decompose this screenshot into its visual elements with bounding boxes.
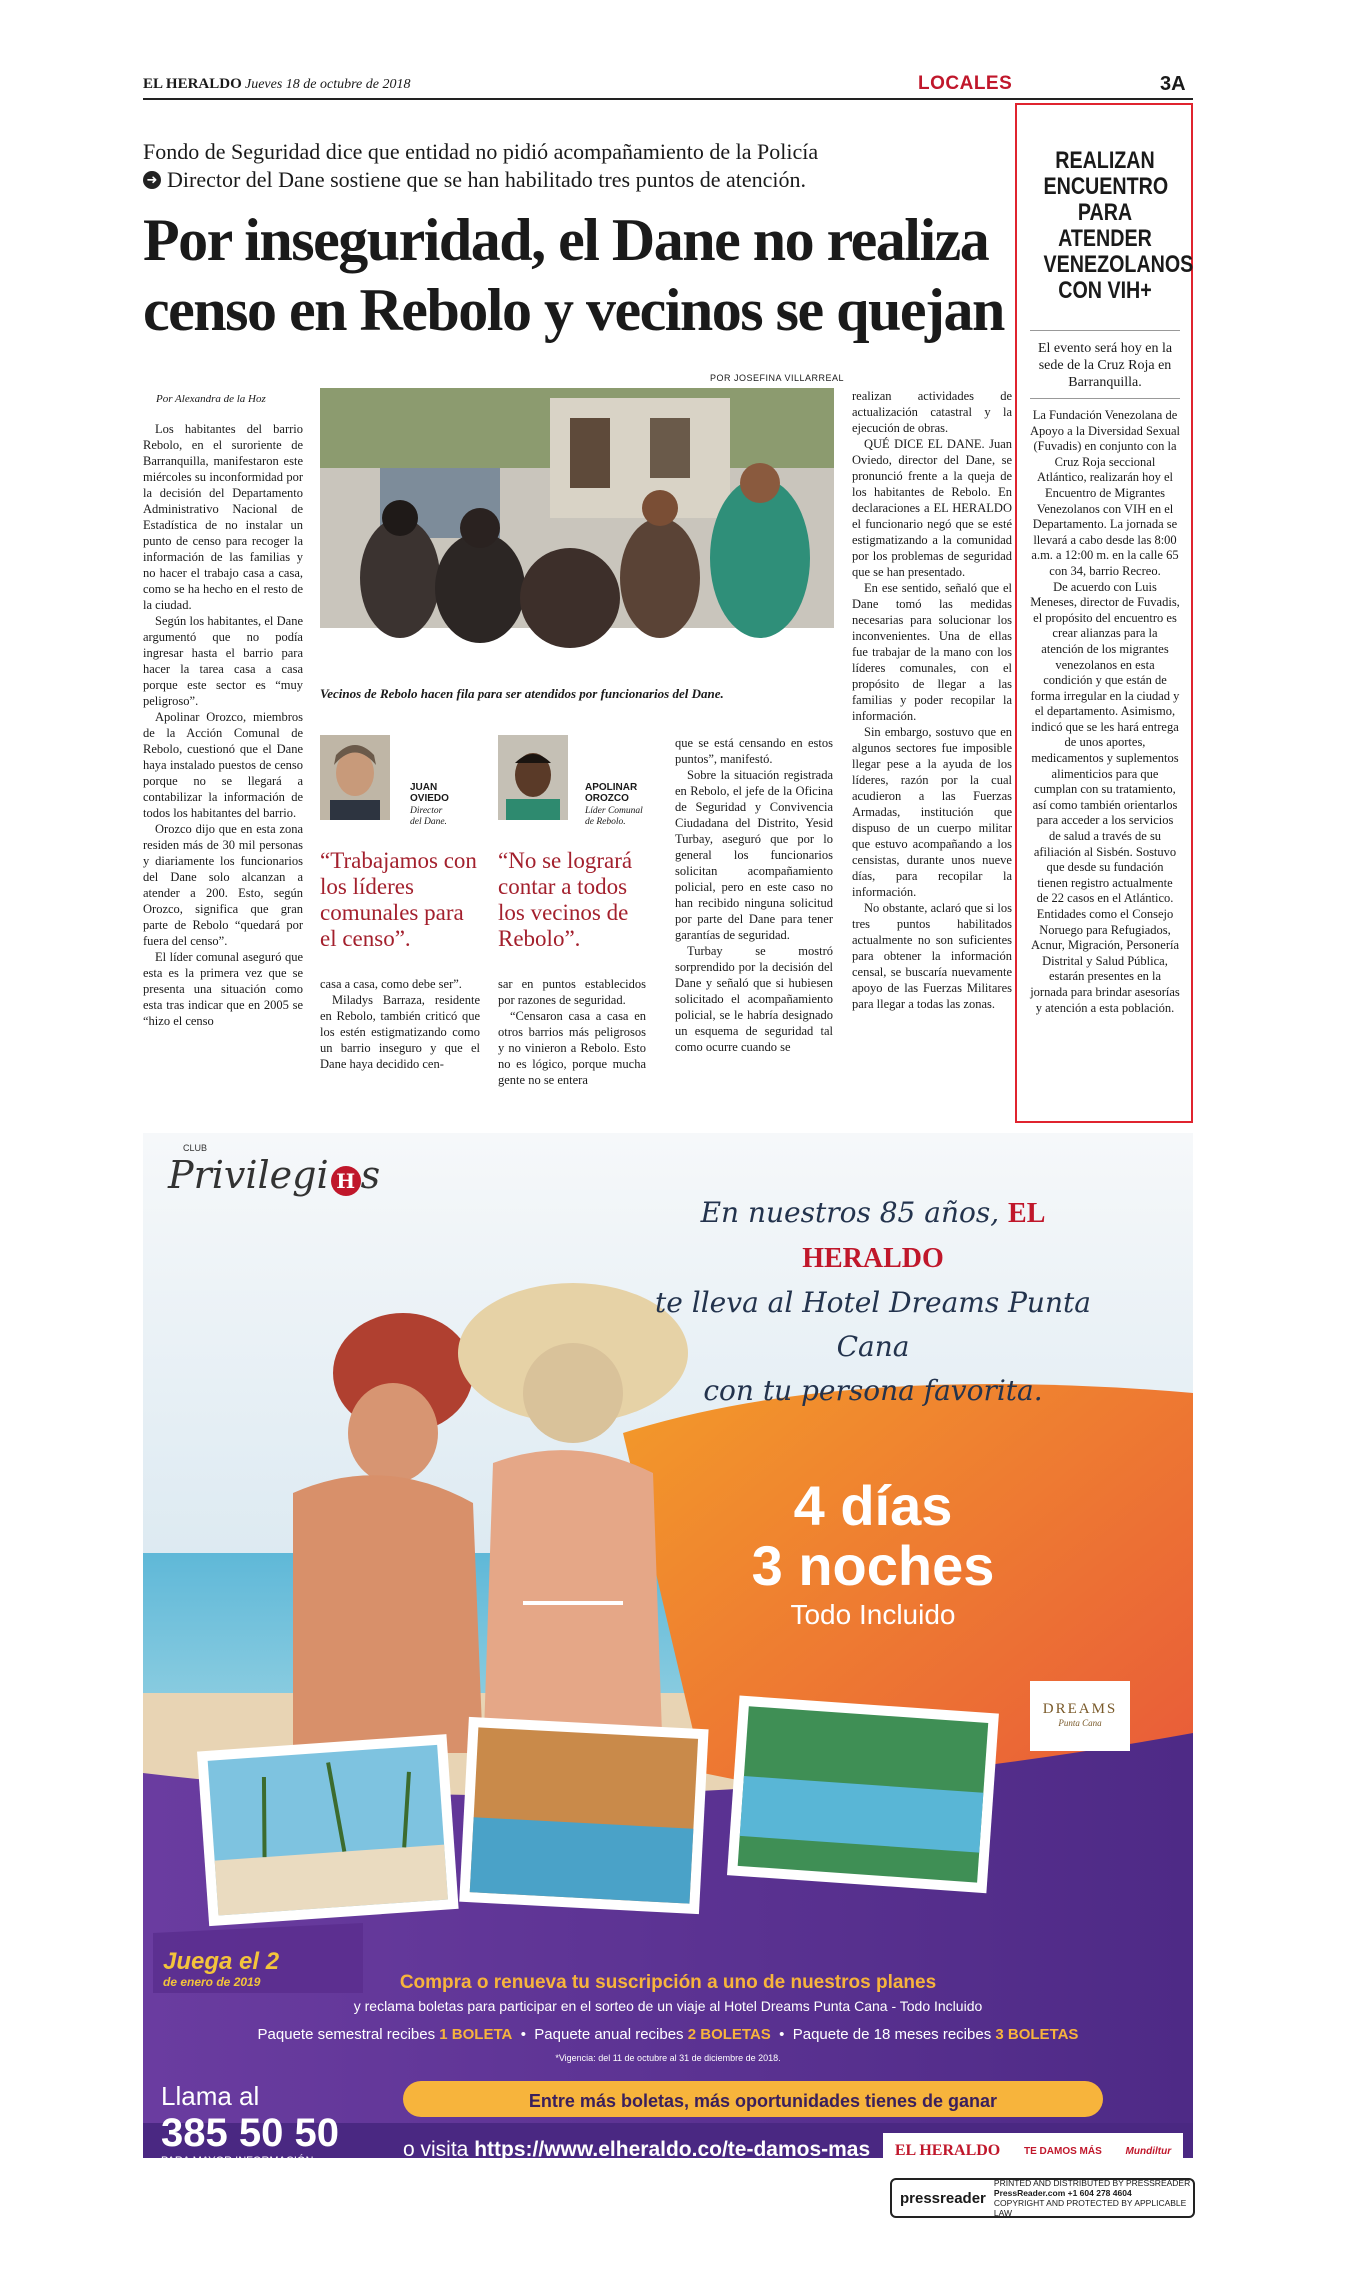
photo-credit: POR JOSEFINA VILLARREAL <box>710 373 845 383</box>
paragraph: realizan actividades de actualización catastral y la ejecución de obras. <box>852 389 1012 435</box>
sponsor-logos <box>883 2133 1183 2169</box>
paragraph: Miladys Barraza, residente en Rebolo, también criticó que los estén estigmatizando como un barrio inseguro y que el Dane haya decidido cen- <box>320 993 480 1071</box>
paragraph: De acuerdo con Luis Meneses, director de Fuvadis, el propósito del encuentro es crear alianzas para la atención de los migrantes venezolanos en esta condición y que están de forma irregular en la ciudad y el departamento. Asimismo, indicó que se les hará entrega de unos aportes, medicamentos y suplementos alimenticios para que cumplan con su tratamiento, así como también orientarlos para acceder a los servicios de salud a través de su afiliación al Sisbén. Sostuvo que desde su fundación tienen registro actualmente de 22 casos en el Atlántico. <box>1030 579 1180 906</box>
paragraph: En ese sentido, señaló que el Dane tomó las medidas necesarias para solucionar los inconvenientes. Una de ellas fue trabajar de la mano con los líderes comunales, con el propósito de llegar a las familias y poder recopilar la información. <box>852 581 1012 723</box>
article-column-3 <box>498 976 646 1088</box>
person-1-name: JUAN OVIEDO <box>410 782 449 804</box>
sidebar-divider <box>1030 330 1180 331</box>
tagline: Entre más boletas, más oportunidades tienes de ganar <box>528 2091 998 2111</box>
article-column-1 <box>143 421 303 1029</box>
sidebar-lead: El evento será hoy en la sede de la Cruz Roja en Barranquilla. <box>1037 341 1173 390</box>
draw-date: de enero de 2019 <box>163 1975 261 1989</box>
all-inclusive-label: Todo Incluido <box>790 1599 956 1630</box>
sidebar-body <box>1030 408 1180 1016</box>
pressreader-badge[interactable] <box>890 2178 1195 2218</box>
subscribe-heading: Compra o renueva tu suscripción a uno de nuestros planes <box>399 1972 937 1993</box>
pressreader-logo: pressreader <box>900 2189 986 2207</box>
paragraph: Apolinar Orozco, miembros de la Acción Comunal de Rebolo, cuestionó que el Dane haya instalado puestos de censo porque no se llegará a contabilizar la información de todos los habitantes del barrio. <box>143 710 303 820</box>
article-column-4 <box>675 735 833 1055</box>
days-label: 4 días <box>793 1474 953 1537</box>
paragraph: casa a casa, como debe ser”. <box>320 977 462 991</box>
quote-2: “No se logrará contar a todos los vecinos de Rebolo”. <box>498 848 633 951</box>
news-photo <box>320 388 834 628</box>
arrow-right-icon: ➜ <box>143 171 161 189</box>
article-column-5 <box>852 388 1012 1012</box>
person-2-role: Líder Comunal de Rebolo. <box>585 806 643 827</box>
more-info-label: PARA MAYOR INFORMACIÓN <box>161 2155 314 2167</box>
paragraph: Orozco dijo que en esta zona residen más de 30 mil personas y diariamente los funcionarios del Dane solo alcanzan a atender a 200. Esto, según Orozco, significa que gran parte de Rebolo “quedará por fuera del censo”. <box>143 822 303 948</box>
kicker-line-1: Fondo de Seguridad dice que entidad no pidió acompañamiento de la Policía <box>143 139 819 164</box>
validity-note: *Vigencia: del 11 de octubre al 31 de diciembre de 2018. <box>555 2053 781 2063</box>
portrait-juan-oviedo <box>320 735 390 820</box>
paragraph: sar en puntos establecidos por razones de seguridad. <box>498 977 646 1007</box>
paragraph: Entidades como el Consejo Noruego para Refugiados, Acnur, Migración, Personería Distrital y Salud Pública, estarán presentes en la jornada para brindar asesorías y atención a esta población. <box>1030 907 1180 1015</box>
person-1-role: Director del Dane. <box>410 806 447 827</box>
masthead-date: Jueves 18 de octubre de 2018 <box>245 77 411 92</box>
promo-text: En nuestros 85 años, EL HERALDO te lleva al Hotel Dreams Punta Cana con tu persona favorita. <box>655 1196 1091 1407</box>
visit-line: o visita https://www.elheraldo.co/te-damos-mas <box>403 2138 871 2161</box>
quote-1: “Trabajamos con los líderes comunales para el censo”. <box>320 848 477 951</box>
paragraph: QUÉ DICE EL DANE. Juan Oviedo, director del Dane, se pronunció frente a la queja de los habitantes de Rebolo. En declaraciones a EL HERALDO el funcionario negó que se esté estigmatizando a la comunidad por los problemas de seguridad que se han presentado. <box>852 437 1012 579</box>
paragraph: La Fundación Venezolana de Apoyo a la Diversidad Sexual (Fuvadis) en conjunto con la Cruz Roja seccional Atlántico, realizarán hoy el Encuentro de Migrantes Venezolanos con VIH en el Departamento. La jornada se llevará a cabo desde las 8:00 a.m. a 12:00 m. en la calle 65 con 34, barrio Recreo. <box>1030 408 1180 578</box>
portrait-apolinar-orozco <box>498 735 568 820</box>
kicker-line-2 <box>143 167 806 193</box>
club-label: CLUB <box>183 1143 208 1153</box>
subscribe-subheading: y reclama boletas para participar en el sorteo de un viaje al Hotel Dreams Punta Cana - Todo Incluido <box>353 1998 983 2014</box>
paragraph: Según los habitantes, el Dane argumentó que no podía ingresar hasta el barrio para hacer la tarea casa a casa porque este sector es “muy peligroso”. <box>143 614 303 708</box>
section-label: LOCALES <box>918 73 1013 94</box>
advertisement[interactable] <box>143 1133 1193 2167</box>
photo-caption: Vecinos de Rebolo hacen fila para ser atendidos por funcionarios del Dane. <box>320 686 724 701</box>
sidebar-title: REALIZAN ENCUENTRO PARA ATENDER VENEZOLANOS CON VIH+ <box>1043 147 1194 304</box>
article-headline: Por inseguridad, el Dane no realiza censo en Rebolo y vecinos se quejan <box>143 207 1004 343</box>
masthead-paper-name: EL HERALDO <box>143 76 242 92</box>
club-privilegios-logo: Privilegi H s <box>168 1153 381 1197</box>
promo-url-link[interactable]: https://www.elheraldo.co/te-damos-mas <box>474 2138 871 2161</box>
person-2-name: APOLINAR OROZCO <box>585 782 638 804</box>
mundiltur-logo: Mundiltur <box>1125 2145 1172 2157</box>
te-damos-mas-logo: TE DAMOS MÁS <box>1024 2145 1102 2157</box>
phone-number[interactable]: 385 50 50 <box>161 2111 339 2155</box>
paragraph: que se está censando en estos puntos”, manifestó. <box>675 736 833 766</box>
paragraph: El líder comunal aseguró que esta es la primera vez que se presenta una situación como esta tras indicar que en 2005 se “hizo el censo <box>143 950 303 1028</box>
article-column-2 <box>320 976 480 1072</box>
draw-label: Juega el 2 <box>163 1948 280 1975</box>
page-number: 3A <box>1160 73 1186 95</box>
header-rule <box>143 98 1193 100</box>
byline: Por Alexandra de la Hoz <box>156 393 266 405</box>
sidebar-divider <box>1030 398 1180 399</box>
packages-line: Paquete semestral recibes 1 BOLETA • Paquete anual recibes 2 BOLETAS • Paquete de 18 meses recibes 3 BOLETAS <box>257 2026 1079 2043</box>
nights-label: 3 noches <box>751 1534 995 1597</box>
call-label: Llama al <box>161 2081 260 2111</box>
paragraph: Los habitantes del barrio Rebolo, en el suroriente de Barranquilla, manifestaron este miércoles su inconformidad por la decisión del Departamento Administrativo Nacional de Estadística de no instalar un punto de censo para recoger la información de las familias y no hacer el trabajo casa a casa, como se ha hecho en el resto de la ciudad. <box>143 422 303 612</box>
paragraph: “Censaron casa a casa en otros barrios más peligrosos y no vinieron a Rebolo. Esto no es lógico, porque mucha gente no se entera <box>498 1009 646 1087</box>
paragraph: No obstante, aclaró que si los tres puntos habilitados actualmente no son suficientes para obtener la información censal, se buscaría nuevamente apoyo de las Fuerzas Militares para llegar a todas las zonas. <box>852 901 1012 1011</box>
el-heraldo-logo: EL HERALDO <box>894 2142 1001 2159</box>
paragraph: Sin embargo, sostuvo que en algunos sectores fue imposible llegar pese a la ayuda de los líderes, razón por la cual acudieron a las Fuerzas Armadas, institución que dispuso de un cuerpo militar que estuvo acompañando a los censistas, durante unos nueve días, para recopilar la información. <box>852 725 1012 899</box>
paragraph: Turbay se mostró sorprendido por la decisión del Dane y señaló que si hubiesen solicitado el acompañamiento policial, se le habría designado un esquema de seguridad tal como ocurre cuando se <box>675 944 833 1054</box>
kicker-line-2-text: Director del Dane sostiene que se han habilitado tres puntos de atención. <box>167 167 807 192</box>
pressreader-info: PRINTED AND DISTRIBUTED BY PRESSREADER PressReader.com +1 604 278 4604 COPYRIGHT AND PROTECTED BY APPLICABLE LAW <box>993 2178 1191 2218</box>
dreams-logo: DREAMS Punta Cana <box>1030 1681 1130 1751</box>
paragraph: Sobre la situación registrada en Rebolo, el jefe de la Oficina de Seguridad y Convivencia Ciudadana del Distrito, Yesid Turbay, aseguró que por lo general los funcionarios solicitan acompañamiento policial, pero en este caso no han recibido ninguna solicitud por parte del Dane para tener garantías de seguridad. <box>675 768 833 942</box>
logo-h-icon: H <box>331 1166 361 1196</box>
